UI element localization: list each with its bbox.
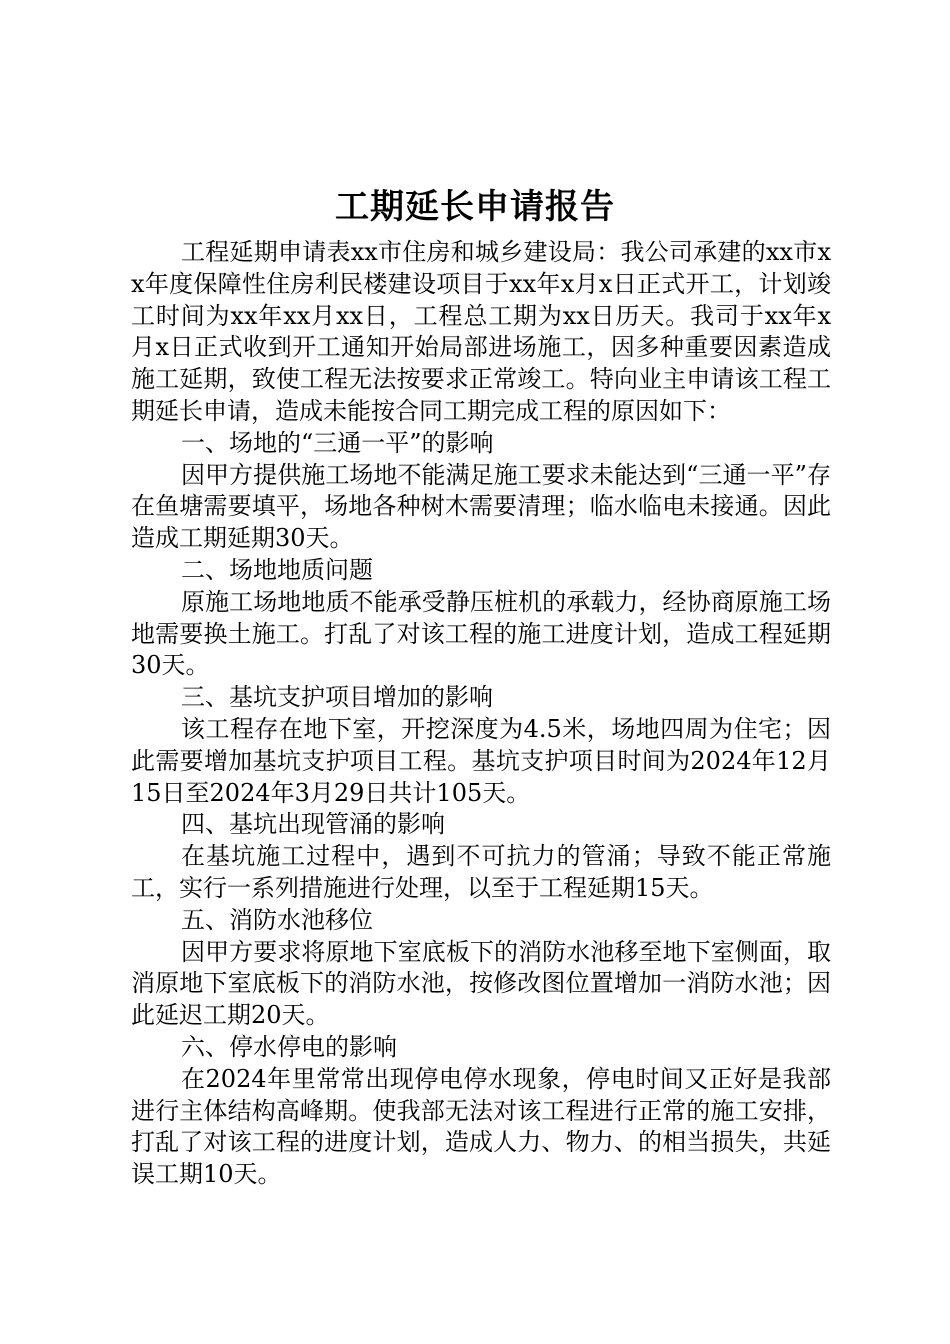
section-heading-3: 三、基坑支护项目增加的影响: [181, 683, 493, 712]
section-paragraph-6: 在2024年里常常出现停电停水现象，停电时间又正好是我部进行主体结构高峰期。使我部无法对该工程进行正常的施工安排，打乱了对该工程的进度计划，造成人力、物力、的相当损失，共延误工期10天。: [131, 1064, 831, 1189]
section-paragraph-1: 因甲方提供施工场地不能满足施工要求未能达到“三通一平”存在鱼塘需要填平，场地各种树木需要清理；临水临电未接通。因此造成工期延期30天。: [131, 460, 831, 553]
section-heading-1: 一、场地的“三通一平”的影响: [181, 428, 494, 457]
section-paragraph-2: 原施工场地地质不能承受静压桩机的承载力，经协商原施工场地需要换土施工。打乱了对该工程的施工进度计划，造成工程延期30天。: [131, 587, 831, 680]
section-heading-4: 四、基坑出现管涌的影响: [181, 810, 445, 839]
intro-paragraph: 工程延期申请表xx市住房和城乡建设局：我公司承建的xx市xx年度保障性住房利民楼建设项目于xx年x月x日正式开工，计划竣工时间为xx年xx月xx日，工程总工期为xx日历天。我司于xx年x月x日正式收到开工通知开始局部进场施工，因多种重要因素造成施工延期，致使工程无法按要求正常竣工。特向业主申请该工程工期延长申请，造成未能按合同工期完成工程的原因如下：: [131, 238, 831, 425]
section-heading-5: 五、消防水池移位: [181, 905, 373, 934]
section-paragraph-5: 因甲方要求将原地下室底板下的消防水池移至地下室侧面，取消原地下室底板下的消防水池，按修改图位置增加一消防水池；因此延迟工期20天。: [131, 937, 831, 1030]
section-paragraph-3: 该工程存在地下室，开挖深度为4.5米，场地四周为住宅；因此需要增加基坑支护项目工程。基坑支护项目时间为2024年12月15日至2024年3月29日共计105天。: [131, 714, 831, 807]
section-heading-2: 二、场地地质问题: [181, 555, 373, 584]
section-paragraph-4: 在基坑施工过程中，遇到不可抗力的管涌；导致不能正常施工，实行一系列措施进行处理，以至于工程延期15天。: [131, 842, 831, 902]
document-title: 工期延长申请报告: [335, 187, 615, 227]
section-heading-6: 六、停水停电的影响: [181, 1032, 397, 1061]
document-body: [131, 237, 831, 1191]
